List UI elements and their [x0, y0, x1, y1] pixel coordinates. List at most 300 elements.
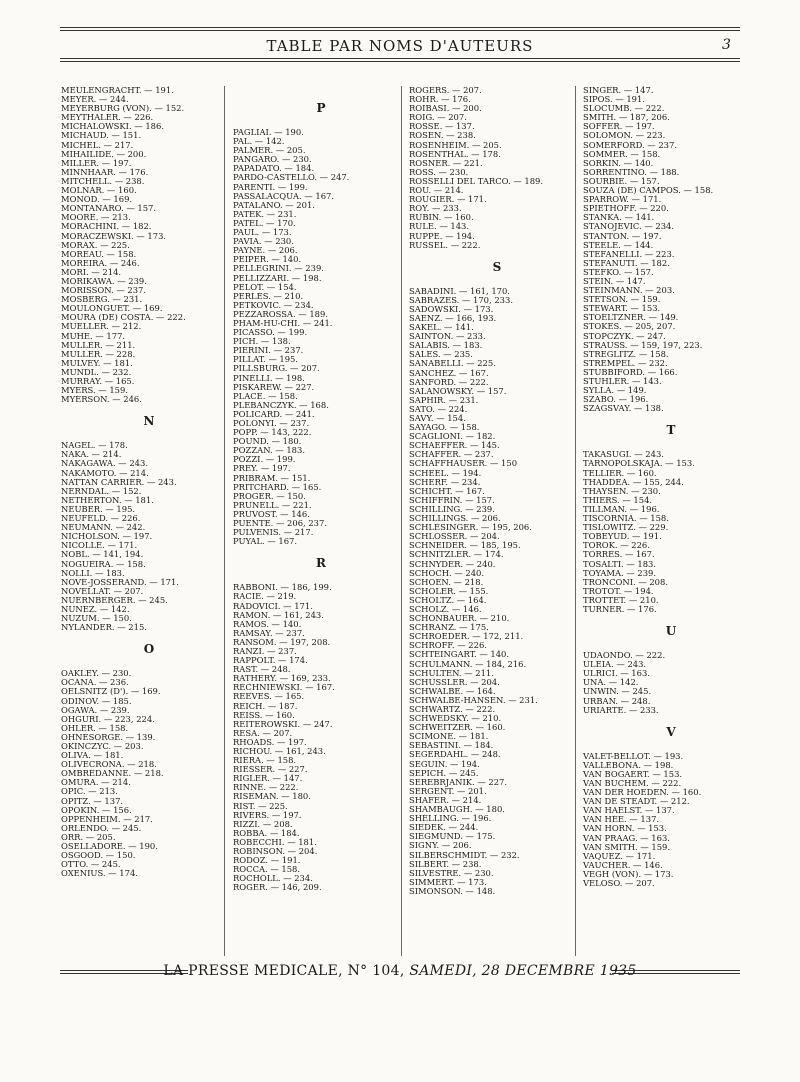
author-entry: PELLIZZARI. — 198. — [233, 273, 322, 283]
author-entry: MICHAUD. — 151. — [61, 131, 142, 141]
author-entry: RHOADS. — 197. — [233, 737, 307, 747]
author-entry: OSGOOD. — 150. — [61, 851, 136, 861]
author-entry: SADOWSKI. — 173. — [409, 304, 494, 314]
author-entry: SANFORD. — 222. — [409, 377, 489, 387]
author-entry: STANKA. — 141. — [583, 213, 655, 223]
author-entry: SANCHEZ. — 167. — [409, 368, 489, 378]
author-entry: TARNOPOLSKAJA. — 153. — [583, 459, 695, 469]
author-entry: REISS. — 160. — [233, 710, 295, 720]
author-entry: RIGLER. — 147. — [233, 774, 303, 784]
author-entry: NAKAMOTO. — 214. — [61, 468, 149, 478]
author-entry: RIST. — 225. — [233, 801, 288, 811]
author-entry: PILLAT. — 195. — [233, 355, 299, 365]
author-entry: REEVES. — 165. — [233, 692, 305, 702]
index-column-2 — [233, 86, 409, 893]
author-entry: PELOT. — 154. — [233, 282, 297, 292]
author-entry: TAKASUGI. — 243. — [583, 450, 664, 460]
author-entry: RUBIN. — 160. — [409, 213, 474, 223]
author-entry: MÜNDL. — 232. — [61, 367, 132, 377]
author-entry: MEYER. — 244. — [61, 95, 129, 105]
author-entry: MOORE. — 213. — [61, 213, 131, 223]
footer-journal: LA PRESSE MEDICALE, — [163, 963, 343, 979]
author-entry: PUENTE. — 206, 237. — [233, 519, 328, 529]
author-entry: SIMMERT. — 173. — [409, 877, 487, 887]
author-entry: SEPICH. — 245. — [409, 768, 479, 778]
author-entry: NEUBER. — 195. — [61, 504, 136, 514]
author-entry: VELOSO. — 207. — [583, 879, 655, 889]
author-entry: SCHWALBE-HANSEN. — 231. — [409, 695, 538, 705]
author-entry: STRAUSS. — 159, 197, 223. — [583, 340, 703, 350]
author-entry: SALABIS. — 183. — [409, 341, 483, 351]
author-entry: SCHIFFRIN. — 157. — [409, 495, 495, 505]
author-entry: SPIETHOFF. — 220. — [583, 204, 669, 214]
author-entry: SCHULMANN. — 184, 216. — [409, 659, 527, 669]
author-entry: PREY. — 197. — [233, 464, 291, 474]
author-entry: ORLENDO. — 245. — [61, 823, 142, 833]
author-entry: VAUCHER. — 146. — [583, 860, 663, 870]
author-entry: PAPADATO. — 184. — [233, 164, 315, 174]
author-entry: THIERS. — 154. — [583, 495, 653, 505]
author-entry: NICHOLSON. — 197. — [61, 532, 153, 542]
author-entry: RAST. — 248. — [233, 665, 291, 675]
author-entry: MORI. — 214. — [61, 267, 122, 277]
author-entry: SLOCUMB. — 222. — [583, 104, 665, 114]
section-letter-t: T — [666, 423, 676, 438]
author-entry: PATALANO. — 201. — [233, 200, 315, 210]
author-entry: TELLIER. — 160. — [583, 468, 657, 478]
author-entry: ODINOV. — 185. — [61, 696, 132, 706]
author-entry: VAN BUCHEM. — 222. — [583, 779, 682, 788]
author-entry: RAMON. — 161, 243. — [233, 610, 324, 620]
section-letter-p: P — [316, 101, 326, 115]
author-entry: SCAGLIONI. — 182. — [409, 432, 496, 442]
author-entry: PETKOVIC. — 234. — [233, 300, 314, 310]
footer-issue: N° 104, — [347, 963, 405, 979]
author-entry: RUSSEL. — 222. — [409, 240, 481, 250]
author-entry: TISLOWITZ. — 229. — [583, 523, 669, 533]
author-entry: PAUL. — 173. — [233, 228, 292, 238]
author-entry: RODOZ. — 191. — [233, 856, 301, 866]
section-letter-s: S — [492, 259, 502, 274]
author-entry: PARENTI. — 199. — [233, 182, 308, 192]
author-entry: SCIMONE. — 181. — [409, 732, 489, 742]
author-entry: OGAWA. — 239. — [61, 705, 130, 715]
author-entry: SCHERF. — 234. — [409, 477, 481, 487]
author-entry: OPIC. — 213. — [61, 787, 118, 797]
author-entry: POZZAN. — 183. — [233, 446, 305, 456]
author-entry: RANZI. — 237. — [233, 646, 297, 656]
author-entry: RAMOS. — 140. — [233, 619, 302, 629]
author-entry: POUND. — 180. — [233, 437, 302, 447]
author-entry: STETSON. — 159. — [583, 295, 661, 305]
author-entry: SCHUSSLER. — 204. — [409, 677, 500, 687]
author-entry: ROIG. — 207. — [409, 113, 467, 123]
author-entry: PATEK. — 231. — [233, 209, 297, 219]
author-entry: SCHILLING. — 239. — [409, 504, 495, 514]
author-entry: PAVIA. — 230. — [233, 237, 294, 247]
author-entry: SÉGUIN. — 194. — [409, 759, 480, 769]
author-entry: OKINCZYC. — 203. — [61, 742, 144, 751]
author-entry: UNWIN. — 245. — [583, 687, 652, 697]
author-entry: SCHAFFER. — 237. — [409, 450, 494, 460]
author-entry: SCHWARTZ. — 222. — [409, 705, 496, 714]
author-entry: STEWART. — 153. — [583, 304, 661, 314]
author-entry: OELSNITZ (D'). — 169. — [61, 687, 161, 697]
author-entry: SCHWEDSKY. — 210. — [409, 714, 502, 724]
author-entry: RADOVICI. — 171. — [233, 601, 313, 611]
author-entry: PLEBANCZYK. — 168. — [233, 400, 329, 410]
author-entry: SABADINI. — 161, 170. — [409, 286, 510, 296]
author-entry: SORRENTINO. — 188. — [583, 167, 680, 177]
author-entry: PINELLI. — 198. — [233, 373, 305, 383]
author-entry: PRIBRAM. — 151. — [233, 473, 311, 483]
author-entry: SMITH. — 187, 206. — [583, 113, 670, 123]
author-entry: ROU. — 214. — [409, 186, 464, 196]
author-entry: MORACZEWSKI. — 173. — [61, 231, 167, 241]
author-entry: ORR. — 205. — [61, 832, 116, 842]
author-entry: VAN BOGAERT. — 153. — [583, 769, 683, 779]
author-entry: TOYAMA. — 239. — [583, 568, 657, 578]
author-entry: SCHOCH. — 240. — [409, 568, 485, 578]
author-entry: OHNESORGE. — 139. — [61, 732, 156, 742]
author-entry: RIZZI. — 208. — [233, 819, 293, 829]
author-entry: SCHEEL. — 194. — [409, 468, 482, 478]
author-entry: MOREAU. — 158. — [61, 249, 137, 259]
author-entry: MIHAILIDE. — 200. — [61, 149, 147, 159]
author-entry: MÜLLER. — 228. — [61, 349, 136, 359]
author-entry: MURRAY. — 165. — [61, 377, 135, 386]
author-entry: SCHOLZ. — 146. — [409, 604, 482, 614]
author-entry: OLIVA. — 181. — [61, 751, 124, 761]
author-entry: TRONCONI. — 208. — [583, 577, 669, 587]
author-entry: MONTANARO. — 157. — [61, 204, 157, 214]
author-entry: SCHTEINGART. — 140. — [409, 650, 510, 660]
author-entry: MEYTHALER. — 226. — [61, 113, 154, 123]
author-entry: VAN HAELST. — 137. — [583, 806, 675, 816]
author-entry: NOVELLAT. — 207. — [61, 586, 144, 596]
author-entry: SAENZ. — 166, 193. — [409, 313, 497, 323]
section-letter-o: O — [143, 642, 155, 657]
header-rule-bottom-2 — [60, 61, 740, 62]
author-entry: PASSALACQUA. — 167. — [233, 191, 335, 201]
author-entry: ROCHOLL. — 234. — [233, 874, 313, 884]
author-entry: STOPCZYK. — 247. — [583, 331, 666, 341]
author-entry: SZABO. — 196. — [583, 395, 649, 405]
author-entry: RAMSAY. — 237. — [233, 628, 305, 638]
author-entry: SINGER. — 147. — [583, 86, 654, 95]
author-entry: SCHLOSSER. — 204. — [409, 532, 500, 542]
author-entry: ROSEN. — 238. — [409, 131, 476, 141]
author-entry: PAYNE. — 206. — [233, 246, 298, 256]
author-entry: PHAM-HU-CHI. — 241. — [233, 318, 333, 328]
author-entry: MEYERBURG (VON). — 152. — [61, 104, 185, 114]
author-entry: MOLNAR. — 160. — [61, 186, 137, 196]
author-entry: STANOJEVIC. — 234. — [583, 222, 675, 232]
author-entry: NETHERTON. — 181. — [61, 495, 154, 505]
author-entry: MORACHINI. — 182. — [61, 222, 152, 232]
author-entry: SCHROFF. — 226. — [409, 641, 487, 651]
page-number: 3 — [722, 37, 731, 53]
author-entry: SAVY. — 154. — [409, 414, 466, 423]
author-entry: PAGLIAI. — 190. — [233, 128, 304, 137]
author-entry: TOBEYUD. — 191. — [583, 532, 662, 542]
author-entry: PRUNELL. — 221. — [233, 500, 312, 510]
author-entry: ROSSELLI DEL TARCO. — 189. — [409, 176, 544, 186]
author-entry: SPARROW. — 171. — [583, 195, 662, 205]
author-entry: SCHAFFHAUSER. — 150 — [409, 459, 518, 469]
author-entry: NICOLLE. — 171. — [61, 541, 138, 551]
index-column-1 — [61, 86, 237, 878]
author-entry: SCHNITZLER. — 174. — [409, 550, 504, 560]
author-entry: SEREBRJANIK. — 227. — [409, 777, 508, 787]
author-entry: PICASSO. — 199. — [233, 328, 308, 338]
author-entry: RICHOU. — 161, 243. — [233, 747, 326, 756]
author-entry: SALES. — 235. — [409, 350, 473, 360]
author-entry: SIGNY. — 206. — [409, 841, 472, 851]
author-entry: NYLANDER. — 215. — [61, 623, 147, 633]
author-entry: MOURA (DE) COSTA. — 222. — [61, 313, 186, 323]
author-entry: POLONYI. — 237. — [233, 419, 310, 428]
author-entry: URBAN. — 248. — [583, 696, 651, 706]
author-entry: PULVENIS. — 217. — [233, 528, 314, 538]
author-entry: SOMMER. — 158. — [583, 149, 661, 159]
author-entry: NAKAGAWA. — 243. — [61, 459, 148, 469]
author-entry: VAQUEZ. — 171. — [583, 851, 656, 861]
author-entry: MILLER. — 197. — [61, 158, 132, 168]
author-entry: VAN DER HOEDEN. — 160. — [583, 788, 702, 798]
author-entry: REICH. — 187. — [233, 701, 298, 711]
author-entry: PIERINI. — 237. — [233, 346, 304, 356]
author-entry: VALET-BELLOT. — 193. — [583, 751, 684, 761]
author-entry: MICHALOWSKI. — 186. — [61, 122, 164, 132]
author-entry: RECHNIEWSKI. — 167. — [233, 683, 335, 693]
author-entry: RIVERS. — 197. — [233, 810, 302, 820]
author-entry: SILBERSCHMIDT. — 232. — [409, 850, 520, 860]
author-entry: SHAFER. — 214. — [409, 795, 482, 805]
author-entry: VAN HÉE. — 137. — [583, 815, 660, 825]
author-entry: NAGEL. — 178. — [61, 441, 128, 451]
author-entry: MITCHELL. — 238. — [61, 176, 145, 186]
author-entry: OSELLADORE. — 190. — [61, 842, 158, 852]
author-entry: ROIBASI. — 200. — [409, 104, 482, 114]
author-entry: VAN HORN. — 153. — [583, 824, 667, 834]
footer-date: SAMEDI, 28 DECEMBRE 1935 — [409, 963, 637, 979]
author-entry: SHELLING. — 196. — [409, 814, 492, 824]
author-entry: POLICARD. — 241. — [233, 409, 315, 419]
author-entry: SCHRANZ. — 175. — [409, 623, 489, 633]
author-entry: MOREIRA. — 246. — [61, 258, 140, 268]
author-entry: PICH. — 138. — [233, 337, 291, 347]
author-entry: SOURBIE. — 157. — [583, 176, 660, 186]
author-entry: ROBBA. — 184. — [233, 828, 300, 838]
author-entry: SIMONSON. — 148. — [409, 886, 496, 896]
author-entry: MOULONGUET. — 169. — [61, 304, 163, 314]
author-entry: ROSENTHAL. — 178. — [409, 149, 501, 159]
author-entry: SOMERFORD. — 237. — [583, 140, 678, 150]
author-entry: PUYAL. — 167. — [233, 537, 298, 547]
author-entry: PROGER. — 150. — [233, 491, 306, 501]
author-entry: RISEMAN. — 180. — [233, 792, 311, 802]
author-entry: OHGURI. — 223, 224. — [61, 714, 155, 724]
author-entry: PATEL. — 170. — [233, 218, 296, 228]
author-entry: PISKAREW. — 227. — [233, 382, 315, 392]
author-entry: MORIKAWA. — 239. — [61, 276, 147, 286]
author-entry: MYERSON. — 246. — [61, 395, 142, 405]
author-entry: MYERS. — 159. — [61, 386, 128, 396]
author-entry: SALANOWSKY. — 157. — [409, 386, 507, 396]
author-entry: SCHWALBE. — 164. — [409, 686, 496, 696]
author-entry: RULE. — 143. — [409, 222, 470, 232]
author-entry: OMBRÉDANNE. — 218. — [61, 769, 164, 779]
author-entry: SCHONBAUER. — 210. — [409, 614, 510, 624]
author-entry: PAL. — 142. — [233, 137, 285, 147]
author-entry: ULEIA. — 243. — [583, 660, 647, 670]
author-entry: TURNER. — 176. — [583, 604, 657, 614]
author-entry: POZZI. — 199. — [233, 455, 296, 465]
header-rule-top-2 — [60, 30, 740, 31]
author-entry: TILLMAN. — 196. — [583, 504, 660, 514]
author-entry: RAPPOLT. — 174. — [233, 656, 308, 666]
author-entry: RUPPE. — 194. — [409, 231, 475, 241]
author-entry: SOLOMON. — 223. — [583, 131, 666, 141]
author-entry: THADDEA. — 155, 244. — [583, 477, 684, 487]
author-entry: SYLLA. — 149. — [583, 386, 647, 396]
author-entry: SIEGMUND. — 175. — [409, 832, 496, 842]
author-entry: PALMER. — 205. — [233, 146, 306, 156]
author-entry: SCHROEDER. — 172, 211. — [409, 632, 524, 642]
author-entry: PERLÈS. — 210. — [233, 291, 304, 301]
author-entry: SCHAEFFER. — 145. — [409, 441, 500, 451]
author-entry: SCHOLTZ. — 164. — [409, 595, 487, 605]
section-letter-n: N — [143, 414, 155, 429]
author-entry: PEIPER. — 140. — [233, 255, 302, 265]
author-entry: SCHILLINGS. — 206. — [409, 514, 501, 524]
author-entry: STANTON. — 197. — [583, 231, 662, 241]
author-entry: NOBL. — 141, 194. — [61, 550, 144, 560]
author-entry: SEGERDAHL. — 248. — [409, 750, 501, 760]
author-entry: SORKIN. — 140. — [583, 158, 654, 168]
author-entry: OAKLEY. — 230. — [61, 669, 132, 679]
author-entry: SCHNEIDER. — 185, 195. — [409, 541, 521, 551]
author-entry: STOELTZNER. — 149. — [583, 313, 679, 323]
author-entry: RIESSER. — 227. — [233, 765, 308, 775]
author-entry: STREMPEL. — 232. — [583, 358, 668, 368]
author-entry: VAN DE STEADT. — 212. — [583, 797, 690, 807]
author-entry: SERGENT. — 201. — [409, 786, 487, 796]
author-entry: MORAX. — 225. — [61, 240, 130, 250]
author-entry: MULVEY. — 181. — [61, 358, 133, 368]
author-entry: NUNEZ. — 142. — [61, 604, 130, 614]
author-entry: SCHLESINGER. — 195, 206. — [409, 523, 532, 533]
author-entry: SCHNYDER. — 240. — [409, 559, 496, 569]
author-entry: PRUVOST. — 146. — [233, 509, 310, 519]
author-entry: NAKA. — 214. — [61, 450, 122, 460]
author-entry: SZAGSVAY. — 138. — [583, 404, 664, 414]
author-entry: STOKES. — 205, 207. — [583, 322, 676, 332]
author-entry: ROSENHEIM. — 205. — [409, 140, 502, 150]
author-entry: ROSNER. — 221. — [409, 158, 483, 168]
author-entry: VAN SMITH. — 159. — [583, 842, 671, 852]
author-entry: NEUFELD. — 226. — [61, 514, 141, 524]
author-entry: STEELE. — 144. — [583, 240, 654, 250]
author-entry: ROGERS. — 207. — [409, 86, 482, 95]
author-entry: MULLER. — 211. — [61, 340, 136, 350]
author-entry: ROUGIER. — 171. — [409, 195, 487, 205]
author-entry: SIEDEK. — 244. — [409, 823, 479, 833]
author-entry: SATO. — 224. — [409, 404, 468, 414]
section-letter-u: U — [665, 624, 677, 639]
author-entry: ROSSE. — 137. — [409, 122, 475, 132]
author-entry: ULRICI. — 163. — [583, 669, 650, 679]
author-entry: STUHLER. — 143. — [583, 377, 662, 386]
author-entry: MICHEL. — 217. — [61, 140, 134, 150]
author-entry: OPPENHEIM. — 217. — [61, 814, 153, 824]
author-entry: PARDO-CASTELLO. — 247. — [233, 173, 350, 183]
author-entry: OXENIUS. — 174. — [61, 869, 138, 879]
author-entry: NOGUEIRA. — 158. — [61, 559, 146, 569]
author-entry: STEINMANN. — 203. — [583, 286, 675, 296]
author-entry: TROTOT. — 194. — [583, 586, 654, 596]
author-entry: STEIN. — 147. — [583, 276, 646, 286]
author-entry: SILBERT. — 238. — [409, 859, 482, 869]
page-title: TABLE PAR NOMS D'AUTEURS — [266, 37, 534, 55]
author-entry: SCHWEITZER. — 160. — [409, 723, 506, 733]
author-entry: ROSS. — 230. — [409, 167, 469, 177]
author-entry: ROY. — 233. — [409, 204, 462, 214]
author-entry: UNA. — 142. — [583, 678, 639, 688]
author-entry: SCHULTEN. — 211. — [409, 668, 494, 678]
author-entry: MORISSON. — 237. — [61, 286, 147, 296]
author-entry: SEBASTINI. — 184. — [409, 741, 494, 751]
author-entry: PANGARO. — 230. — [233, 155, 312, 165]
author-entry: SHAMBAUGH. — 180. — [409, 805, 505, 815]
author-entry: PLACE. — 158. — [233, 391, 298, 401]
author-entry: MOSBERG. — 231. — [61, 295, 143, 305]
author-entry: OPITZ. — 137. — [61, 796, 124, 806]
author-entry: SAPHIR. — 231. — [409, 395, 479, 405]
author-entry: ROGER. — 146, 209. — [233, 883, 322, 893]
author-entry: SAINTON. — 233. — [409, 332, 486, 342]
author-entry: OHLER. — 158. — [61, 723, 129, 733]
author-entry: MEULENGRACHT. — 191. — [61, 86, 174, 95]
author-entry: VEGH (VON). — 173. — [583, 869, 674, 879]
author-entry: NOVÉ-JOSSERAND. — 171. — [61, 577, 179, 587]
author-entry: SCHOLER. — 155. — [409, 586, 489, 596]
author-entry: NATTAN CARRIER. — 243. — [61, 477, 177, 487]
author-entry: THAYSEN. — 230. — [583, 486, 661, 496]
author-entry: MUELLER. — 212. — [61, 322, 142, 332]
index-column-3 — [409, 86, 585, 896]
author-entry: PILLSBURG. — 207. — [233, 364, 320, 374]
author-entry: SIPOS. — 191. — [583, 95, 645, 105]
author-entry: RANSOM. — 197, 208. — [233, 637, 331, 647]
author-entry: TÖRÖK. — 226. — [583, 541, 650, 551]
author-entry: STUBBIFORD. — 166. — [583, 367, 678, 377]
author-entry: SANABELLI. — 225. — [409, 359, 496, 369]
author-entry: PELLEGRINI. — 239. — [233, 264, 324, 274]
author-entry: SAKEL. — 141. — [409, 323, 474, 333]
section-letter-v: V — [666, 724, 676, 739]
author-entry: NUZUM. — 150. — [61, 614, 132, 624]
author-entry: MONOD. — 169. — [61, 195, 133, 205]
author-entry: NUERNBERGER. — 245. — [61, 595, 168, 605]
author-entry: NOLLI. — 183. — [61, 568, 125, 578]
author-entry: OLIVECRONA. — 218. — [61, 760, 157, 770]
author-entry: OTTO. — 245. — [61, 860, 121, 870]
author-entry: TROTTET. — 210. — [583, 595, 659, 605]
author-entry: SILVESTRE. — 230. — [409, 868, 494, 878]
author-entry: STEFANELLI. — 223. — [583, 249, 675, 259]
